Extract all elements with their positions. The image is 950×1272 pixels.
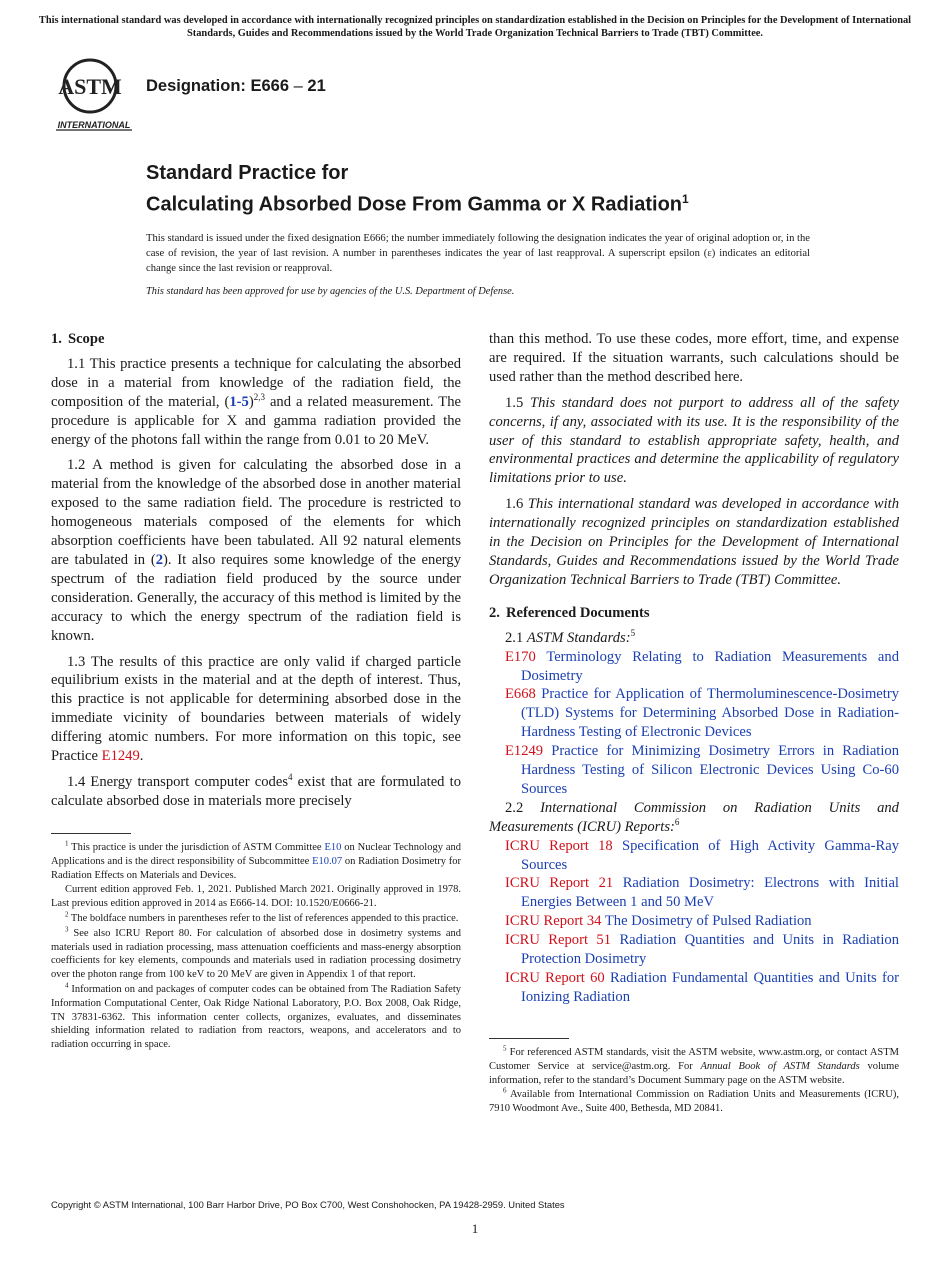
scope-1-4-cont: than this method. To use these codes, more effort, time, and expense are required. If the situation warrants, such calculations should be used rather than the method described here. [489, 331, 899, 385]
icru-ref-item[interactable]: ICRU Report 34 The Dosimetry of Pulsed Radiation [505, 913, 812, 930]
logo-main-text: ASTM [58, 74, 122, 99]
astm-logo [52, 56, 136, 132]
footnote-5: $^5$ For referenced ASTM standards, visit the ASTM website, www.astm.org, or contact ASTM Customer Service at service@astm.org. For Annual Book of ASTM Standards volume information, refer to the standard’s Document Summary page on the ASTM website. [489, 1044, 899, 1086]
page-number: 1 [471, 1221, 479, 1236]
designation [146, 77, 326, 96]
footnote-2: $^2$ The boldface numbers in parentheses refer to the list of references appended to this practice. [65, 910, 459, 924]
title-line-1: Standard Practice for [146, 162, 349, 184]
title-footnote-mark: 1 [682, 192, 689, 206]
astm-ref-item[interactable]: E668 Practice for Application of Thermoluminescence-Dosimetry (TLD) Systems for Determining Absorbed Dose in Radiation-Hardness Testing of Electronic Devices [505, 686, 899, 741]
left-footnotes [51, 841, 461, 1053]
scope-1-6: 1.6 This international standard was developed in accordance with internationally recognized principles on standardization established in the Decision on Principles for the Development of International Standards, Guides and Recommendations issued by the World Trade Organization Technical Barriers to Trade (TBT) Committee. [489, 496, 900, 588]
icru-ref-item[interactable]: ICRU Report 21 Radiation Dosimetry: Electrons with Initial Energies Between 1 and 50 MeV [505, 875, 899, 911]
footnote-1-edition: Current edition approved Feb. 1, 2021. Published March 2021. Originally approved in 1978. Last previous edition approved in 2014 as E666-14. DOI: 10.1520/E0666-21. [51, 884, 461, 910]
scope-1-4: 1.4 Energy transport computer codes$^4$ exist that are formulated to calculate absorbed dose in materials more precisely [51, 772, 461, 809]
link-e10[interactable]: E10 [324, 842, 342, 853]
scope-1-5: 1.5 This standard does not purport to address all of the safety concerns, if any, associated with its use. It is the responsibility of the user of this standard to establish appropriate safety, health, and environmental practices and determine the applicability of regulatory limitations prior to use. [489, 394, 899, 487]
referenced-heading: 2. Referenced Documents [489, 604, 650, 621]
designation-label: Designation: E666 [146, 77, 290, 95]
astm-standards-label: 2.1 ASTM Standards:$^5$ [505, 627, 636, 646]
astm-ref-item[interactable]: E170 Terminology Relating to Radiation Measurements and Dosimetry [505, 648, 899, 684]
logo-sub-text: INTERNATIONAL [57, 120, 131, 130]
title-line-2: Calculating Absorbed Dose From Gamma or X Radiation [146, 193, 683, 216]
icru-ref-item[interactable]: ICRU Report 18 Specification of High Activity Gamma-Ray Sources [505, 837, 899, 873]
header-note: This international standard was developed in accordance with internationally recognized principles on standardization established in the Decision on Principles for the Development of International Standards, Guides and Recommendations issued by the World Trade Organization Technical Barriers to Trade (TBT) Committee. [38, 15, 912, 39]
scope-1-1: 1.1 This practice presents a technique for calculating the absorbed dose in a material from knowledge of the radiation field, the composition of the material, $(1-5)^{2,3}$ and a related measurement. The procedure is applicable for X and gamma radiation provided the energy of the photons fall within the range from 0.01 to 20 MeV. [51, 355, 461, 448]
right-column [489, 330, 899, 1007]
page-title [146, 160, 689, 218]
link-e10-07[interactable]: E10.07 [312, 855, 343, 867]
approved-note: This standard has been approved for use by agencies of the U.S. Department of Defense. [146, 286, 515, 297]
designation-year: 21 [307, 77, 326, 95]
footnote-1: $^1$ This practice is under the jurisdiction of ASTM Committee E10 on Nuclear Technology and Applications and is the direct responsibility of Subcommittee E10.07 on Radiation Dosimetry for Radiation Effects on Materials and Devices. [51, 839, 461, 881]
copyright: Copyright © ASTM International, 100 Barr Harbor Drive, PO Box C700, West Conshohocken, PA 19428-2959. United States [51, 1199, 565, 1210]
footnote-3: $^3$ See also ICRU Report 80. For calculation of absorbed dose in dosimetry systems and materials used in radiation processing, mass attenuation coefficients and mass-energy absorption coefficients for key elements, compounds and materials used in radiation processing dosimetry over the photon range from 100 keV to 20 MeV are given in Appendix 1 of that report. [51, 925, 461, 981]
issue-note: This standard is issued under the fixed designation E666; the number immediately following the designation indicates the year of original adoption or, in the case of revision, the year of last revision. A number in parentheses indicates the year of last reapproval. A superscript epsilon (ε) indicates an editorial change since the last revision or reapproval. [146, 233, 810, 274]
ref-link-2[interactable]: 2 [155, 551, 163, 568]
link-e1249[interactable]: E1249 [101, 748, 140, 765]
astm-logo-icon [52, 56, 136, 132]
left-column [51, 330, 461, 818]
scope-heading: 1. Scope [51, 331, 105, 347]
right-footnotes [489, 1046, 899, 1117]
icru-reports-label: 2.2 International Commission on Radiation Units and Measurements (ICRU) Reports:$^6$ [489, 799, 899, 835]
scope-1-3: 1.3 The results of this practice are only valid if charged particle equilibrium exists in the material and at the depth of interest. Thus, this practice is not applicable for determining absorbed dose in the immediate vicinity of boundaries between materials of widely differing atomic numbers. For more information on this topic, see Practice E1249. [51, 653, 461, 765]
icru-ref-item[interactable]: ICRU Report 60 Radiation Fundamental Quantities and Units for Ionizing Radiation [505, 970, 900, 1005]
footnote-4: $^4$ Information on and packages of computer codes can be obtained from The Radiation Safety Information Computational Center, Oak Ridge National Laboratory, P.O. Box 2008, Oak Ridge, TN 37831-6362. This information center collects, organizes, evaluates, and disseminates shielding information related to radiation from reactors, weapons, and accelerators and to radiation occurring in space. [51, 981, 461, 1051]
designation-dash: – [289, 77, 308, 95]
icru-ref-item[interactable]: ICRU Report 51 Radiation Quantities and Units in Radiation Protection Dosimetry [505, 932, 900, 968]
icru-reports-list [489, 837, 899, 1007]
astm-standards-list [489, 648, 899, 799]
footnote-6: $^6$ Available from International Commission on Radiation Units and Measurements (ICRU), 7910 Woodmont Ave., Suite 400, Bethesda, MD 20841. [489, 1086, 899, 1115]
ref-link-1-5[interactable]: 1-5 [229, 393, 249, 410]
astm-ref-item[interactable]: E1249 Practice for Minimizing Dosimetry Errors in Radiation Hardness Testing of Silicon Electronic Devices Using Co-60 Sources [505, 743, 899, 797]
scope-1-2: 1.2 A method is given for calculating the absorbed dose in a material from the knowledge of the absorbed dose in another material exposed to the same radiation field. The procedure is restricted to homogeneous materials composed of the elements for which absorption coefficients have been tabulated. All 92 natural elements are tabulated in (2). It also requires some knowledge of the energy spectrum of the radiation field produced by the source under consideration. Generally, the accuracy of this method is limited by the accuracy to which the energy spectrum of the radiation field is known. [51, 457, 461, 644]
